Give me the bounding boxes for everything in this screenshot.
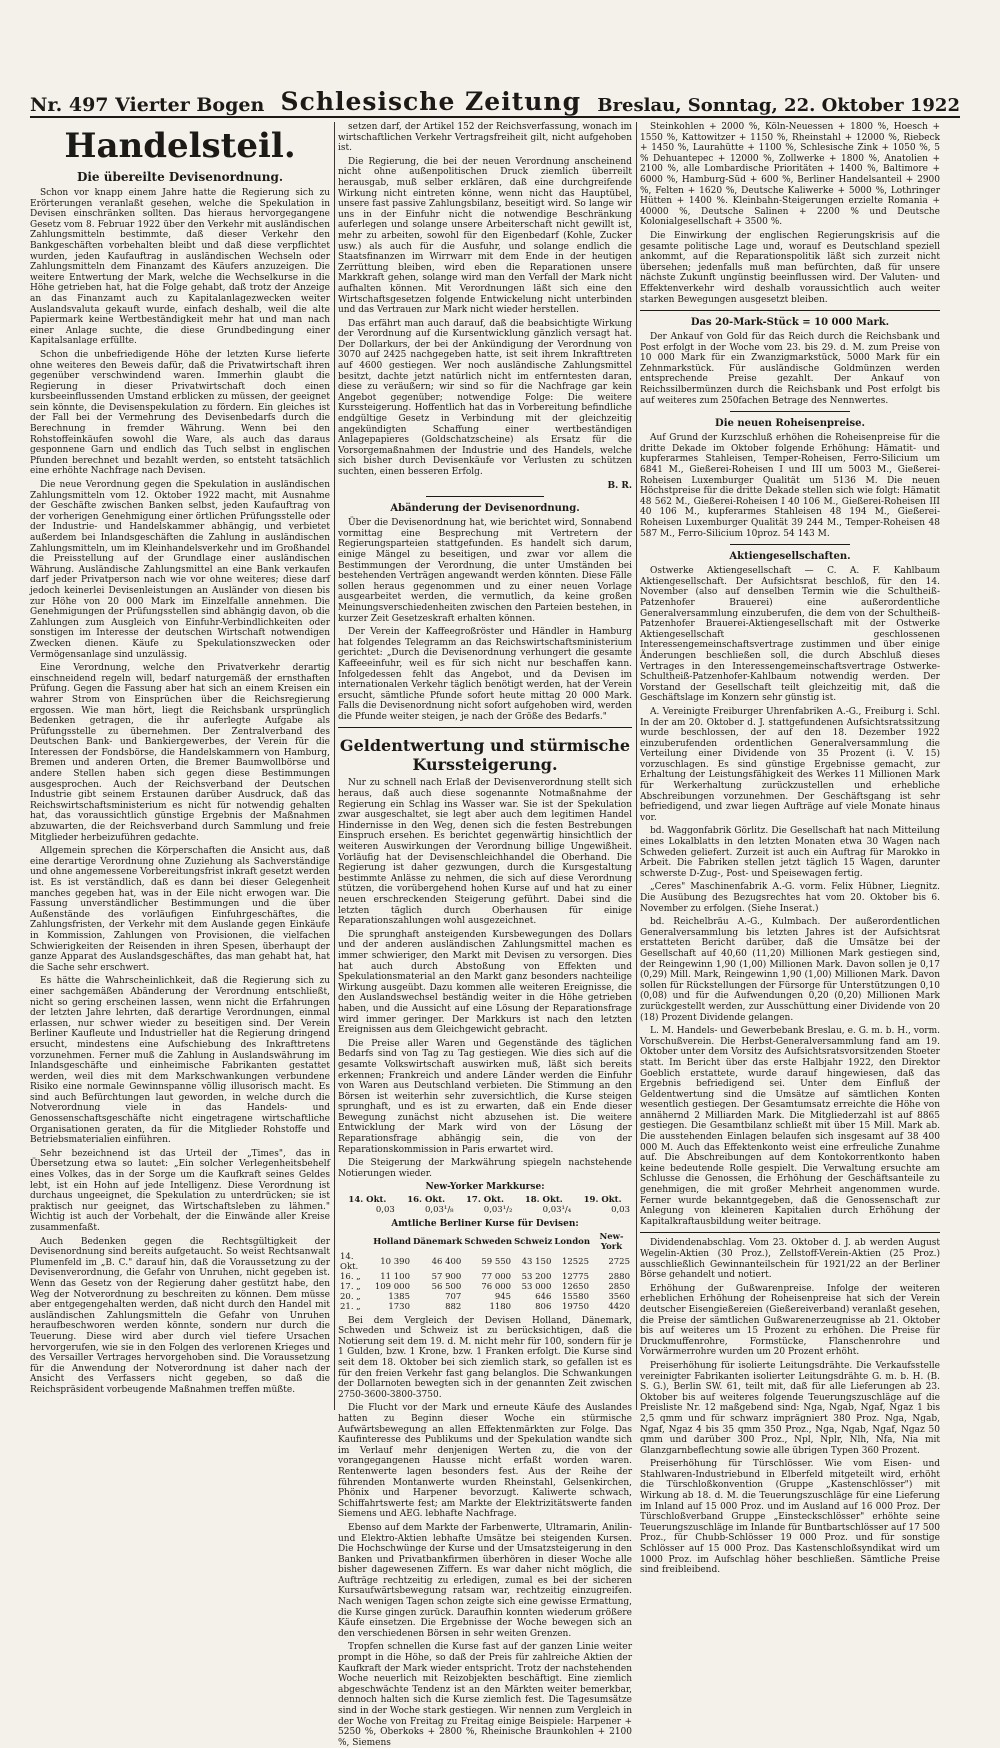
section-heading: Die neuen Roheisenpreise. [715, 418, 865, 430]
table-cell: 109 000 [374, 1281, 410, 1292]
article-paragraph: Der Ankauf von Gold für das Reich durch die Reichsbank und Post erfolgt in der Woche vom 23. bis 29. d. M. zum Preise von 10 000 Mark für ein Zwanzigmarkstück, 5000 Mark für ein Zehnmarkstück. Für ausländische Goldmünzen werden entsprechende Preise gezahlt. Der Ankauf von Reichssilbermünzen durch die Reichsbank und Post erfolgt bis auf weiteres zum 250fachen Betrage des Nennwertes. [640, 332, 940, 406]
section-heading: Das 20-Mark-Stück = 10 000 Mark. [690, 317, 890, 329]
table-cell: 2850 [608, 1281, 630, 1292]
table-cell: 77 000 [481, 1271, 512, 1282]
table-cell: 2725 [608, 1256, 630, 1267]
article-paragraph: Der Verein der Kaffeegroßröster und Händler in Hamburg hat folgendes Telegramm an das Reichswirtschaftsministerium gerichtet: „Durch die Devisenordnung verhungert die gesamte Kaffeeeinfuhr, weil es für sich nicht nur beschaffen kann. Infolgedessen fehlt das Angebot, und da Devisen im internationalen Verkehr täglich benötigt werden, hat der Verein ersucht, sämtliche Pfunde sofort heute mittag 20 000 Mark. Falls die Devisenordnung nicht sofort aufgehoben wird, werden die Pfunde weiter steigen, je nach der Größe des Bedarfs." [338, 627, 632, 722]
article-paragraph: L. M. Handels- und Gewerbebank Breslau, e. G. m. b. H., vorm. Vorschußverein. Die Herbst-Generalversammlung fand am 19. Oktober unter dem Vorsitz des Aufsichtsratsvorsitzenden Stoeter statt. Im Bericht über das erste Halbjahr 1922, den Direktor Goeblich erstattete, wurde darauf hingewiesen, daß das Ergebnis befriedigend sei. Unter dem Einfluß der Geldentwertung sind die Umsätze auf sämtlichen Konten wesentlich gestiegen. Der Gesamtumsatz erreichte die Höhe von annähernd 2 Milliarden Mark. Die Mitgliederzahl ist auf 8865 gestiegen. Die Gesamtbilanz schließt mit über 15 Mill. Mark ab. Die ausstehenden Einlagen belaufen sich insgesamt auf 38 400 000 M. Auch das Effektenkonto weist eine erfreuliche Zunahme auf. Die Abschreibungen auf dem Kontokorrentkonto haben keine bedeutende Rolle gespielt. Die Verwaltung ersuchte am Schlusse die Genossen, die Erhöhung der Geschäftsanteile zu genehmigen, die mit großer Mehrheit angenommen wurde. Ferner wurde bekanntgegeben, daß die Genossenschaft zur Anlegung von kleineren Kapitalien durch Erhöhung der Kapitalkraftausbildung weiter beitrage. [640, 1026, 940, 1227]
divider [338, 727, 632, 728]
table-caption: New-Yorker Markkurse: [425, 1182, 545, 1193]
article-paragraph: Schon die unbefriedigende Höhe der letzten Kurse lieferte ohne weiteres den Beweis dafür, daß die Privatwirtschaft ihren gegenüber verschwindend waren. Immerhin glaubt die Regierung in dieser Privatwirtschaft doch einen kursbeeinflussenden Umstand erblicken zu müssen, der geeignet sein könnte, die Devisenspekulation zu fördern. Ein gleiches ist der Fall bei der Vermehrung des Devisenbedarfs durch die Berechnung in fremder Währung. Wenn bei den Rohstoffeinkäufen sowohl die Ware, als auch das daraus gesponnene Garn und endlich das Tuch selbst in englischen Pfunden berechnet und bezahlt werden, so entsteht tatsächlich eine erhöhte Nachfrage nach Devisen. [30, 349, 330, 477]
table-cell: 20. „ [340, 1291, 361, 1302]
table-row [338, 1252, 632, 1272]
table-header-cell: 17. Okt. [466, 1195, 504, 1206]
article-title: Abänderung der Devisenordnung. [390, 503, 580, 515]
article-paragraph: Ebenso auf dem Markte der Farbenwerte, Ultramarin, Anilin- und Elektro-Aktien lebhafte Umsätze bei steigenden Kursen. Die Hochschwünge der Kurse und der Umsatzsteigerung in den Banken und Privatbankfirmen überhören in dieser Woche alle bisher dagewesenen Ziffern. Es war daher nicht möglich, die Aufträge rechtzeitig zu erledigen, zumal es bei der sicheren Kursaufwärtsbewegung ratsam war, rechtzeitig einzugreifen. Nach wenigen Tagen schon zeigte sich eine gewisse Ermattung, die Kurse gingen zurück. Daraufhin konnten wiederum größere Käufe einsetzen. Die Ergebnisse der Woche bewegen sich an den verschiedenen Börsen in sehr weiten Grenzen. [338, 1522, 632, 1639]
author-signature: B. R. [607, 480, 632, 491]
section-heading: Aktiengesellschaften. [729, 551, 851, 563]
table-cell: 3560 [608, 1291, 630, 1302]
table-cell: 56 500 [431, 1281, 462, 1292]
article-paragraph: Die Flucht vor der Mark und erneute Käufe des Auslandes hatten zu Beginn dieser Woche ein stürmische Aufwärtsbewegung an allen Effektenmärkten zur Folge. Das Kaufinteresse des Publikums und der Spekulation wandte sich im Verlauf mehr denjenigen Werten zu, die von der vorangegangenen Hausse nicht erfaßt worden waren. Rentenwerte lagen besonders fest. Aus der Reihe der führenden Montanwerte wurden Rheinstahl, Gelsenkirchen, Phönix und Harpener bevorzugt. Kaliwerte schwach, Schiffahrtswerte fest; am Markte der Elektrizitätswerte fanden Siemens und AEG. lebhafte Nachfrage. [338, 1403, 632, 1520]
table-cell: 21. „ [340, 1301, 361, 1312]
table-header-cell: 14. Okt. [348, 1195, 387, 1206]
table-cell: 945 [494, 1291, 512, 1302]
article-paragraph: Sehr bezeichnend ist das Urteil der „Times", das in Übersetzung etwa so lautet: „Ein solcher Verlegenheitsbehelf eines Volkes, das in der Sorge um die Kaufkraft seines Geldes lebt, ist ein Hohn auf jede Intelligenz. Diese Verordnung ist durchaus ungeeignet, die Spekulation zu unterdrücken; sie ist praktisch nur geeignet, das Wirtschaftsleben zu lähmen." Wichtig ist auch der Vorbehalt, der die Einwände aller Kreise zusammenfaßt. [30, 1148, 330, 1233]
table-cell: 12775 [561, 1271, 589, 1282]
article-paragraph: Es hätte die Wahrscheinlichkeit, daß die Regierung sich zu einer sachgemäßen Abänderung der Verordnung entschließt, nicht so gering erscheinen lassen, wenn nicht die Erfahrungen der letzten Jahre lehrten, daß derartige Verordnungen, einmal erlassen, nur schwer wieder zu beseitigen sind. Der Verein Berliner Kaufleute und Industrieller hat die Regierung dringend ersucht, mindestens eine Aufschiebung des Inkrafttretens vorzunehmen. Ferner muß die Zahlung in Auslandswährung im Inlandsgeschäfte und einheimische Fabrikanten gestattet werden, weil dies mit dem Markschwankungen verbundene Risiko eine normale Gewinnspanne völlig illusorisch macht. Es sind auch Befürchtungen laut geworden, in welche durch die Notverordnung viele in das Handels- und Genossenschaftsgeschäfte nicht eingetragene wirtschaftliche Organisationen geraten, da für die Mitglieder Rohstoffe und Betriebsmaterialien einführen. [30, 976, 330, 1146]
divider [426, 496, 544, 497]
column-rule [636, 122, 637, 1410]
table-header-cell: Schweiz [514, 1236, 553, 1247]
issue-date: Breslau, Sonntag, 22. Oktober 1922 [597, 95, 960, 116]
table-cell: 0,03¹/₈ [424, 1205, 454, 1216]
table-cell: 17. „ [340, 1281, 361, 1292]
issue-number: Nr. 497 Vierter Bogen [30, 94, 265, 116]
table-cell: 2880 [608, 1271, 630, 1282]
section-title: Handelsteil. [64, 126, 296, 166]
table-header-cell: 19. Okt. [583, 1195, 622, 1206]
article-paragraph: Bei dem Vergleich der Devisen Holland, Dänemark, Schweden und Schweiz ist zu berücksichtigen, daß die Notierung seit dem 19. d. M. nicht mehr für 100, sondern für je 1 Gulden, bzw. 1 Krone, bzw. 1 Franken erfolgt. Die Kurse sind seit dem 18. Oktober bei sich ziemlich stark, so gefallen ist es für den freien Verkehr fast gang belanglos. Die Schwankungen der Dollarnoten bewegten sich in der genannten Zeit zwischen 2750-3600-3800-3750. [338, 1315, 632, 1400]
table-row [338, 1302, 632, 1312]
article-title: Geldentwertung und stürmische Kurssteigerung. [339, 736, 631, 775]
column-3 [640, 122, 940, 1576]
article-paragraph: Eine Verordnung, welche den Privatverkehr derartig einschneidend regeln will, bedarf naturgemäß der ernsthaften Prüfung. Gegen die Fassung aber hat sich an einem Kreisen ein wahrer Strom von Einsprüchen über die Reichsregierung ergossen. Wie man hört, liegt die Reichsbank ursprünglich Bedenken getragen, die ihr auferlegte Aufgabe als Prüfungsstelle zu übernehmen. Der Zentralverband des Deutschen Bank- und Bankiergewerbes, der Verein für die Interessen der Fondsbörse, die Handelskammern von Hamburg, Bremen und anderen Orten, die Bremer Baumwollbörse und andere Stellen haben sich gegen diese Bestimmungen ausgesprochen. Auch der Reichsverband der Deutschen Industrie gibt seinem Erstaunen darüber Ausdruck, daß das Reichswirtschaftsministerium es nicht für notwendig gehalten hat, das voraussichtlich günstige Ergebnis der Maßnahmen abzuwarten, die der Reichsverband durch Sammlung und freie Mitglieder herbeizuführen gedachte. [30, 663, 330, 843]
table-header-cell: London [554, 1236, 590, 1247]
table-cell: 1180 [489, 1301, 512, 1312]
article-paragraph: bd. Reichelbräu A.-G., Kulmbach. Der außerordentlichen Generalversammlung bis letzten Jahres ist der Aufsichtsrat erstatteten Bericht darüber, daß die Umsätze bei der Gesellschaft auf 40,60 (11,20) Millionen Mark gestiegen sind, der Reingewinn 1,90 (1,00) Millionen Mark. Davon sollen je 0,17 (0,29) Mill. Mark, Reingewinn 1,90 (1,00) Millionen Mark. Davon sollen für Rückstellungen der Fürsorge für Unterstützungen 0,10 (0,08) und für die Aufwendungen 0,20 (0,20) Millionen Mark zurückgestellt werden, zur Ausschüttung einer Dividende von 20 (18) Prozent Dividende gelangen. [640, 917, 940, 1023]
table-header-cell: Schweden [464, 1236, 513, 1247]
table-cell: 1385 [388, 1291, 410, 1302]
column-rule [334, 122, 335, 1410]
article-paragraph: Auf Grund der Kurzschluß erhöhen die Roheisenpreise für die dritte Dekade im Oktober folgende Erhöhung: Hämatit- und kupferarmes Stahleisen, Temper-Roheisen, Ferro-Silicium um 6841 M., Gießerei-Roheisen I und III um 5003 M., Gießerei-Roheisen Luxemburger Qualität um 5136 M. Die neuen Höchstpreise für die dritte Dekade stellen sich wie folgt: Hämatit 48 562 M., Gießerei-Roheisen I 40 106 M., Gießerei-Roheisen III 40 106 M., kupferarmes Stahleisen 48 194 M., Gießerei-Roheisen Luxemburger Qualität 39 244 M., Temper-Roheisen 48 587 M., Ferro-Silicium 10proz. 54 143 M. [640, 433, 940, 539]
table-cell: 0,03¹/₄ [542, 1205, 572, 1216]
table-header-cell: Dänemark [412, 1236, 463, 1247]
article-paragraph: Die sprunghaft ansteigenden Kursbewegungen des Dollars und der anderen ausländischen Zahlungsmittel machen es immer schwieriger, den Markt mit Devisen zu versorgen. Dies hat auch durch Abstoßung von Effekten und Spekulationsmaterial an den Markt ganz besonders nachteilige Wirkung ausgeübt. Dazu kommen alle weiteren Ereignisse, die den Auslandswechsel beständig weiter in die Höhe getrieben haben, und die Aussicht auf eine Lösung der Reparationsfrage wird immer geringer. Der Markkurs ist nach den letzten Ereignissen aus dem Gleichgewicht gebracht. [338, 929, 632, 1036]
masthead [30, 84, 960, 118]
table-cell: 53 200 [521, 1271, 552, 1282]
article-paragraph: Nur zu schnell nach Erlaß der Devisenverordnung stellt sich heraus, daß auch diese sogenannte Notmaßnahme der Regierung ein Schlag ins Wasser war. Sie ist der Spekulation zwar ausgeschaltet, sie legt aber auch dem legitimen Handel Hindernisse in den Weg, denen sich die festen Bestrebungen Einspruch ersehen. Es berichtet gegenwärtig hinsichtlich der weiteren Auswirkungen der Verordnung billige Ungewißheit. Vorläufig hat der Devisenschleichhandel die Oberhand. Die Regierung ist daher gezwungen, durch die Kursgestaltung bestimmte Anlässe zu nehmen, die sich auf diese Verordnung stützen, die vorübergehend hohen Kurse auf und hat zu einer neuen erschreckenden Steigerung geführt. Dabei sind die letzten täglich durch Oberhausen für einige Reparationszahlungen wohl ausgezeichnet. [338, 778, 632, 927]
article-paragraph: Die Einwirkung der englischen Regierungskrisis auf die gesamte politische Lage und, worauf es Deutschland speziell ankommt, auf die Reparationspolitik läßt sich zurzeit nicht übersehen; jedenfalls muß man befürchten, daß für unsere nächste Zukunft ungünstig beeinflussen wird. Der Valuten- und Effektenverkehr wird deshalb voraussichtlich auch weiter starken Bewegungen ausgesetzt bleiben. [640, 230, 940, 305]
table-cell: 19750 [561, 1301, 589, 1312]
table-header-cell [338, 1232, 372, 1252]
article-paragraph: setzen darf, der Artikel 152 der Reichsverfassung, wonach im wirtschaftlichen Verkehr Vertragsfreiheit gilt, nicht aufgehoben ist. [338, 122, 632, 154]
table-cell: 10 390 [380, 1256, 410, 1267]
article-paragraph: Tropfen schnellen die Kurse fast auf der ganzen Linie weiter prompt in die Höhe, so daß der Preis für zahlreiche Aktien der Kaufkraft der Mark wieder entspricht. Trotz der nachstehenden Woche neuerlich mit Reizobjekten beschäftigt. Eine ziemlich abgeschwächte Tendenz ist an den Märkten weiter bemerkbar, dennoch halten sich die Kurse ziemlich fest. Die Tagesumsätze sind in der Woche stark gestiegen. Wir nennen zum Vergleich in der Woche von Freitag zu Freitag einige Beispiele: Harpener + 5250 %, Oberkoks + 2800 %, Rheinische Braunkohlen + 2100 %, Siemens [338, 1642, 632, 1748]
table-cell: 882 [445, 1301, 462, 1312]
article-paragraph: Schon vor knapp einem Jahre hatte die Regierung sich zu Erörterungen veranlaßt gesehen, welche die Spekulation in Devisen einschränken sollten. Das hieraus hervorgegangene Gesetz vom 8. Februar 1922 über den Verkehr mit ausländischen Zahlungsmitteln bestimmte, daß dieser Verkehr den Bankgeschäften vorbehalten bleibt und daß diese verpflichtet wurden, jeden Kaufauftrag in ausländischen Wechseln oder Zahlungsmitteln dem Finanzamt des Käufers anzuzeigen. Die weitere Entwertung der Mark, welche die Wechselkurse in die Höhe getrieben hat, hat die Folge gehabt, daß trotz der Anzeige an das Finanzamt auch zu Kapitalanlagezwecken weiter Auslandsvaluta gekauft wurde, einfach deshalb, weil die alte Papiermark keine Wertbeständigkeit mehr hat und man nach einer Anlage suchte, die diese Grundbedingung einer Kapitalsanlage erfüllte. [30, 188, 330, 347]
article-paragraph: Allgemein sprechen die Körperschaften die Ansicht aus, daß eine derartige Verordnung ohne Zuziehung als Sachverständige und ohne angemessene Vorbereitungsfrist inkraft gesetzt werden ist. Es ist verständlich, daß es dann bei dieser Gelegenheit manches gegeben hat, was in der Eile nicht erwogen war. Die Fassung unverständlicher Bestimmungen und die über Außenstände des vorläufigen Einfuhrgeschäftes, die Zahlungsfristen, der Verkehr mit dem Auslande gegen Einkäufe in Kommission, Zahlungen von Provisionen, die vielfachen Schwierigkeiten der Reisenden in ihren Spesen, überhaupt der ganze Apparat des Auslandsgeschäftes, das man gehabt hat, hat die Sache sehr erschwert. [30, 846, 330, 973]
ny-mark-table [338, 1195, 632, 1215]
article-paragraph: Die Regierung, die bei der neuen Verordnung anscheinend nicht ohne außenpolitischen Druck ziemlich überreilt herausgab, muß selber erklären, daß eine durchgreifende Wirkung nicht eintreten könne, wenn nicht das Hauptübel, unsere fast passive Zahlungsbilanz, beseitigt wird. So lange wir uns in der Einfuhr nicht die notwendige Beschränkung auferlegen und solange unsere Arbeiterschaft nicht gewillt ist, mehr zu arbeiten, sowohl für den Eigenbedarf (Kohle, Zucker usw.) als auch für die Ausfuhr, und solange endlich die Staatsfinanzen im Wirrwarr mit dem Ende in der heutigen Zerrüttung bleiben, wird eben die Reparationen unsere Markkraft gehen, solange wird man den Verfall der Mark nicht aufhalten können. Mit Verordnungen läßt sich eine den Wirtschaftsgesetzen folgende Entwickelung nicht unterbinden und das Vertrauen zur Mark nicht wieder herstellen. [338, 156, 632, 316]
article-paragraph: Steinkohlen + 2000 %, Köln-Neuessen + 1800 %, Hoesch + 1550 %, Kattowitzer + 1150 %, Rheinstahl + 12000 %, Riebeck + 1450 %, Laurahütte + 1100 %, Schlesische Zink + 1050 %, 5 % Dehuantepec + 12000 %, Zollwerke + 1800 %, Anatolien + 2100 %, alle Lombardische Prioritäten + 1400 %, Baltimore + 6000 %, Hamburg-Süd + 600 %, Berliner Handelsanteil + 2900 %, Felten + 1620 %, Deutsche Kaliwerke + 5000 %, Lothringer Hütten + 1400 %. Kleinbahn-Steigerungen erzielte Romania + 40000 %, Deutsche Salinen + 2200 % und Deutsche Kolonialgesellschaft + 3500 %. [640, 122, 940, 228]
divider [730, 544, 850, 545]
article-paragraph: Ostwerke Aktiengesellschaft — C. A. F. Kahlbaum Aktiengesellschaft. Der Aufsichtsrat beschloß, für den 14. November (also auf denselben Termin wie die Schultheiß-Patzenhofer Brauerei) eine außerordentliche Generalversammlung einzuberufen, die dem von der Schultheiß-Patzenhofer Brauerei-Aktiengesellschaft mit der Ostwerke Aktiengesellschaft geschlossenen Interessengemeinschaftsvertrage zustimmen und über einige Änderungen beschließen soll, die durch Abschluß dieses Vertrages in den Interessengemeinschaftsvertrage Ostwerke-Schultheiß-Patzenhofer-Kahlbaum notwendig werden. Der Vorstand der Gesellschaft teilt gleichzeitig mit, daß die Geschäftslage im Konzern sehr günstig ist. [640, 566, 940, 704]
table-row [338, 1282, 632, 1292]
table-cell: 16. „ [340, 1271, 361, 1282]
table-cell: 11 100 [380, 1271, 410, 1282]
table-row [338, 1272, 632, 1282]
article-paragraph: Die Preise aller Waren und Gegenstände des täglichen Bedarfs sind von Tag zu Tag gestiegen. Wie dies sich auf die gesamte Volkswirtschaft auswirken muß, läßt sich bereits erkennen; Frankreich und andere Länder werden die Einfuhr von Waren aus Deutschland verbieten. Die Stimmung an den Börsen ist weiterhin sehr zuversichtlich, die Kurse steigen sprunghaft, und es ist zu erwarten, daß ein Ende dieser Bewegung zunächst nicht abzusehen ist. Die weitere Entwicklung der Mark wird von der Lösung der Reparationsfrage abhängig sein, die von der Reparationskommission in Paris erwartet wird. [338, 1038, 632, 1155]
table-cell: 76 000 [481, 1281, 512, 1292]
table-cell: 53 000 [521, 1281, 552, 1292]
table-cell: 646 [535, 1291, 552, 1302]
table-caption: Amtliche Berliner Kurse für Devisen: [391, 1219, 579, 1230]
table-cell: 0,03 [611, 1205, 630, 1216]
table-cell: 43 150 [521, 1256, 552, 1267]
article-paragraph: Das erfährt man auch darauf, daß die beabsichtigte Wirkung der Verordnung auf die Kursentwicklung gänzlich versagt hat. Der Dollarkurs, der bei der Ankündigung der Verordnung von 3070 auf 2425 nachgegeben hatte, ist seit ihrem Inkrafttreten auf 4600 gestiegen. Wer noch ausländische Zahlungsmittel besitzt, dachte jetzt natürlich nicht im entferntesten daran, diese zu veräußern; wir sind so für die Nachfrage gar kein Angebot gegenüber; notwendige Folge: Die weitere Kurssteigerung. Hoffentlich hat das in Vorbereitung befindliche endgültige Gesetz in Verbindung mit der gleichzeitig angekündigten Schaffung einer wertbeständigen Anlagepapieres (Goldschatzscheine) als Ersatz für die Vorsorgemaßnahmen der Industrie und des Handels, welche sich bisher durch Devisenkäufe vor Verlusten zu schützen suchten, einen besseren Erfolg. [338, 318, 632, 477]
table-row [338, 1292, 632, 1302]
table-cell: 1730 [388, 1301, 410, 1312]
article-paragraph: bd. Waggonfabrik Görlitz. Die Gesellschaft hat nach Mitteilung eines Lokalblatts in den letzten Monaten etwa 30 Wagen nach Schweden geliefert. Zurzeit ist auch ein Auftrag für Marokko in Arbeit. Die Fabriken stellen jetzt täglich 15 Wagen, darunter schwerste D-Zug-, Post- und Speisewagen fertig. [640, 826, 940, 879]
table-cell: 46 400 [431, 1256, 462, 1267]
article-paragraph: Preiserhöhung für Türschlösser. Wie vom Eisen- und Stahlwaren-Industriebund in Elberfeld mitgeteilt wird, erhöht die Türschloßkonvention (Gruppe „Kastenschlösser") mit Wirkung ab 18. d. M. die Teuerungszuschläge für eine Lieferung im Inland auf 15 000 Proz. und im Ausland auf 16 000 Proz. Der Türschloßverband Gruppe „Einsteckschlösser" erhöhte seine Teuerungszuschläge im Inlande für Buntbartschlösser auf 17 500 Proz., für Chubb-Schlösser 19 000 Proz. und für sonstige Schlösser auf 15 000 Proz. Das Kastenschloßsyndikat wird um 1000 Proz. im Aufschlag höher beschließen. Sämtliche Preise sind freibleibend. [640, 1459, 940, 1576]
table-header-cell: 18. Okt. [524, 1195, 563, 1206]
article-paragraph: A. Vereinigte Freiburger Uhrenfabriken A.-G., Freiburg i. Schl. In der am 20. Oktober d. J. stattgefundenen Aufsichtsratssitzung wurde beschlossen, der auf den 18. Dezember 1922 einzuberufenden ordentlichen Generalversammlung die Verteilung einer Dividende von 35 Prozent (i. V. 15) vorzuschlagen. Es sind günstige Ergebnisse gemacht, zur Erhaltung der Leistungsfähigkeit des Werkes 11 Millionen Mark für Werkerhaltung zurückzustellen und erhebliche Abschreibungen vorzunehmen. Der Geschäftsgang ist sehr befriedigend, und zwar liegen Aufträge auf viele Monate hinaus vor. [640, 706, 940, 823]
table-header-cell: New-York [599, 1231, 624, 1252]
table-cell: 14. Okt. [340, 1251, 359, 1272]
article-paragraph: Über die Devisenordnung hat, wie berichtet wird, Sonnabend vormittag eine Besprechung mit Vertretern der Regierungsparteien stattgefunden. Es handelt sich darum, einige Mängel zu beseitigen, und zwar vor allem die Bestimmungen der Verordnung, die unter Umständen bei bestehenden Verträgen angewandt werden könnten. Diese Fälle sollen heraus gegenommen und zu einer neuen Vorlage ausgearbeitet werden, die vermutlich, da keine großen Meinungsverschiedenheiten zwischen den Parteien bestehen, in kurzer Zeit Gesetzeskraft erhalten können. [338, 518, 632, 624]
divider [730, 411, 850, 412]
table-cell: 12650 [561, 1281, 589, 1292]
column-2 [338, 122, 632, 1748]
article-paragraph: Die Steigerung der Markwährung spiegeln nachstehende Notierungen wieder. [338, 1158, 632, 1179]
article-paragraph: Preiserhöhung für isolierte Leitungsdrähte. Die Verkaufsstelle vereinigter Fabrikanten isolierter Leitungsdrähte G. m. b. H. (B. S. G.), Berlin SW. 61, teilt mit, daß für alle Lieferungen ab 23. Oktober bis auf weiteres folgende Teuerungszuschläge auf die Preisliste Nr. 12 maßgebend sind: Nga, Ngab, Ngaf, Ngaz 1 bis 2,5 qmm und für schwarz imprägniert 380 Proz. Nga, Ngab, Ngaf, Ngaz 4 bis 35 qmm 350 Proz., Nga, Ngab, Ngaf, Ngaz 50 qmm und darüber 300 Proz., Npl, Nplr, Nlh, Nfa, Nia mit Glanzgarnbeflechtung sowie alle übrigen Typen 360 Prozent. [640, 1360, 940, 1456]
table-cell: 0,03¹/₂ [483, 1205, 513, 1216]
table-cell: 15580 [561, 1291, 589, 1302]
table-cell: 12525 [561, 1256, 589, 1267]
table-header-cell: Holland [373, 1236, 411, 1247]
article-paragraph: Dividendenabschlag. Vom 23. Oktober d. J. ab werden August Wegelin-Aktien (30 Proz.), Zellstoff-Verein-Aktien (25 Proz.) ausschließlich Gewinnanteilschein für 1921/22 an der Berliner Börse gehandelt und notiert. [640, 1238, 940, 1281]
table-cell: 57 900 [431, 1271, 462, 1282]
berlin-devisen-table [338, 1232, 632, 1312]
article-title: Die übereilte Devisenordnung. [76, 170, 284, 184]
divider [640, 1232, 940, 1233]
table-header-cell: 16. Okt. [407, 1195, 446, 1206]
table-cell: 59 550 [481, 1256, 512, 1267]
newspaper-title: Schlesische Zeitung [280, 87, 582, 116]
article-paragraph: Auch Bedenken gegen die Rechtsgültigkeit der Devisenordnung sind bereits aufgetaucht. So weist Rechtsanwalt Plumenfeld im „B. C." darauf hin, daß die Voraussetzung zu der Devisenverordnung, die Gefahr von Unruhen, nicht gegeben ist. Wenn das Gesetz von der Regierung daher gestützt habe, den Weg der Notverordnung zu beschreiten zu können. Dem müsse aber entgegengehalten werden, daß nicht durch den Handel mit ausländischen Zahlungsmitteln die Gefahr von Unruhen heraufbeschworen werden könnte, sondern nur durch die Teuerung. Diese wird aber durch viel tiefere Ursachen hervorgerufen, wie sie in den Folgen des verlorenen Krieges und des Versailler Vertrages hervorgehoben sind. Die Voraussetzung für die Anwendung der Notverordnung ist daher nach der Ansicht des Verfassers nicht gegeben, so daß die Reichspräsident vorbeugende Maßnahmen treffen müßte. [30, 1236, 330, 1395]
article-paragraph: Erhöhung der Gußwarenpreise. Infolge der weiteren erheblichen Erhöhung der Roheisenpreise hat sich der Verein deutscher Eisengießereien (Gießereiverband) veranlaßt gesehen, die Preise der sämtlichen Gußwarenerzeugnisse ab 21. Oktober bis auf weiteres um 15 Prozent zu erhöhen. Die Preise für Druckmuffenrohre, Formstücke, Flanschenrohre und Vorwärmerrohre wurden um 20 Prozent erhöht. [640, 1283, 940, 1358]
table-cell: 4420 [608, 1301, 630, 1312]
article-paragraph: Die neue Verordnung gegen die Spekulation in ausländischen Zahlungsmitteln vom 12. Oktober 1922 macht, mit Ausnahme der Geschäfte zwischen Banken selbst, jeden Kaufauftrag von der vorherigen Genehmigung einer örtlichen Prüfungsstelle oder der Industrie- und Handelskammer abhängig, und verbietet außerdem bei Inlandsgeschäften die Zahlung in ausländischen Zahlungsmitteln, um im Kleinhandelsverkehr und im Großhandel die Preisstellung auf der Grundlage einer ausländischen Währung. Ausländische Zahlungsmittel an eine Bank verkaufen darf jeder Privatperson nach wie vor ohne weiteres; diese darf jedoch keinerlei Devisenleistungen an Ausländer von diesen bis zur Höhe von 20 000 Mark im Einzelfalle annehmen. Die Genehmigungen der Prüfungsstellen sind abhängig davon, ob die Zahlungen zum Ausgleich von Einfuhr-Verbindlichkeiten oder sonstigen im Interesse der deutschen Wirtschaft notwendigen Zwecken dienen. Käufe zu Spekulationszwecken oder Vermögensanlage sind unzulässig. [30, 480, 330, 660]
divider [640, 310, 940, 311]
column-1 [30, 122, 330, 1410]
table-cell: 806 [535, 1301, 552, 1312]
table-cell: 707 [445, 1291, 462, 1302]
table-cell: 0,03 [375, 1205, 395, 1216]
article-paragraph: „Ceres" Maschinenfabrik A.-G. vorm. Felix Hübner, Liegnitz. Die Ausübung des Bezugsrechtes hat vom 20. Oktober bis 6. November zu erfolgen. (Siehe Inserat.) [640, 882, 940, 914]
